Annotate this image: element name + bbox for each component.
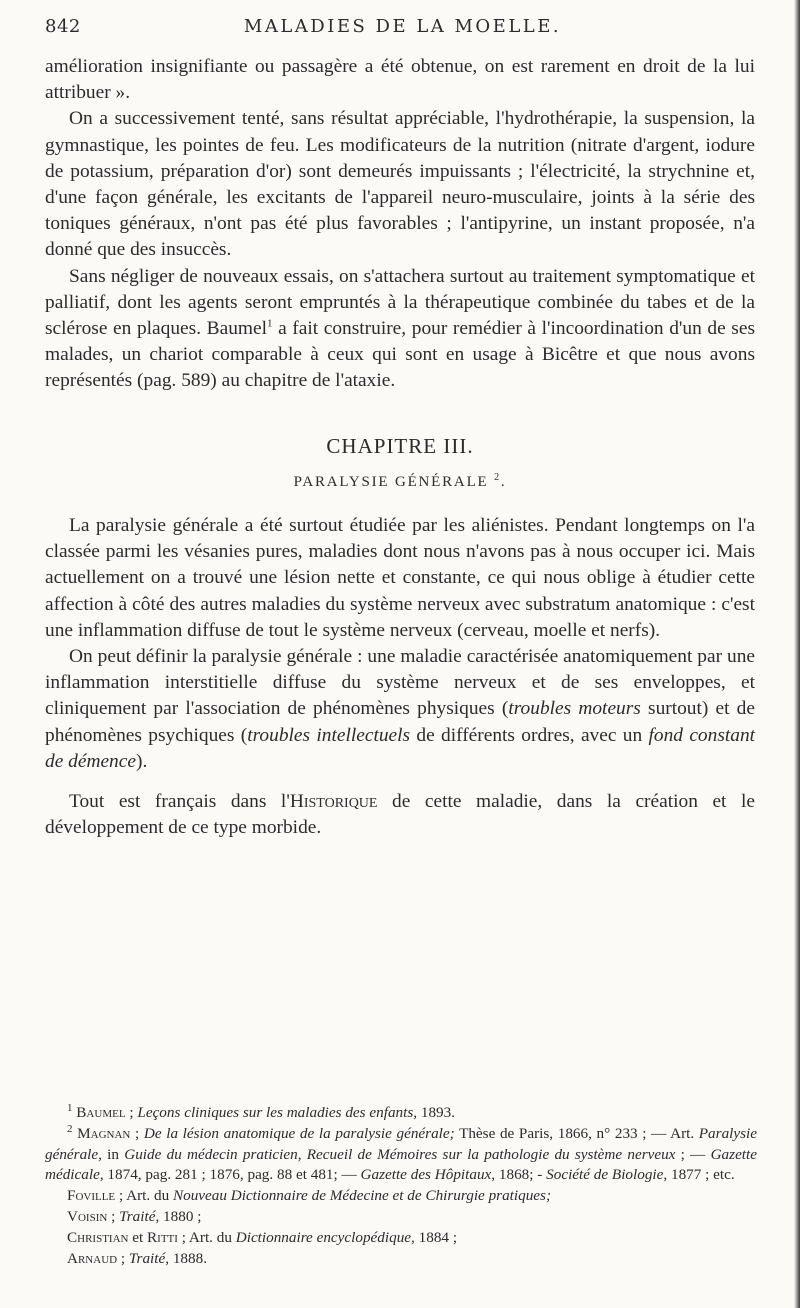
page-edge-shadow <box>794 0 800 1308</box>
footnote-2-title-5: Gazette des Hôpitaux <box>360 1166 492 1184</box>
footnote-1-author: Baumel <box>76 1104 126 1121</box>
main-text <box>45 54 755 841</box>
footnote-2-text-5: , 1868; - <box>491 1166 547 1184</box>
christian-text-1: ; Art. du <box>177 1228 236 1246</box>
definition-italic-dementia: fond constant de démence <box>45 724 756 772</box>
footnote-ref-1: 1 <box>266 317 273 330</box>
footnote-2-text-6: , 1877 ; etc. <box>663 1166 735 1184</box>
paragraph-intro: La paralysie générale a été surtout étudiée par les aliénistes. Pendant longtemps on l'a classée parmi les vésanies pures, maladies dont nous n'avons pas à nous occuper ici. Mais actuellement on a trouvé une lésion nette et constante, ce qui nous oblige à étudier cette affection à côté des autres maladies du système nerveux avec substratum anatomique : c'est une inflammation diffuse de tout le système nerveux (cerveau, moelle et nerfs). <box>45 515 755 641</box>
footnote-2-title-4: Gazette médicale <box>45 1145 757 1184</box>
chapter-heading: CHAPITRE III. <box>326 433 474 458</box>
footnote-1 <box>45 1103 757 1124</box>
running-title: MALADIES DE LA MOELLE. <box>243 16 562 37</box>
history-text-a: Tout est français dans l' <box>69 791 290 813</box>
footnote-1-sep: ; <box>125 1104 138 1121</box>
footnote-2-text-2: , in <box>98 1145 125 1163</box>
chapter-subtitle-period: . <box>500 473 507 490</box>
definition-italic-intellectual: troubles intellectuels <box>247 724 411 746</box>
arnaud-text-1: ; <box>117 1249 129 1267</box>
chapter-subtitle-text: PARALYSIE GÉNÉRALE <box>293 473 489 490</box>
page-number: 842 <box>45 16 81 37</box>
footnotes <box>45 1103 757 1269</box>
footnote-2-title-3: Guide du médecin praticien, Recueil de Mémoires sur la pathologie du système nerveux <box>124 1145 676 1163</box>
definition-text-c: de différents ordres, avec un <box>410 724 649 746</box>
voisin-text-2: , 1880 ; <box>155 1207 202 1225</box>
christian-and: et <box>128 1228 148 1246</box>
footnote-2-voisin <box>45 1207 757 1228</box>
foville-author: Foville <box>67 1187 116 1205</box>
footnote-1-end: , 1893. <box>413 1104 456 1121</box>
history-smallcaps: Historique <box>289 791 378 813</box>
footnote-2-sep: ; <box>130 1124 144 1142</box>
footnote-2-title-1: De la lésion anatomique de la paralysie générale; <box>143 1124 455 1142</box>
footnote-2-arnaud <box>45 1249 757 1270</box>
page-header <box>45 16 760 44</box>
definition-text-b: surtout) et de phénomènes psychiques ( <box>45 698 755 746</box>
arnaud-author: Arnaud <box>67 1249 118 1267</box>
footnote-1-title: Leçons cliniques sur les maladies des enfants <box>137 1104 414 1121</box>
christian-text-2: , 1884 ; <box>411 1228 458 1246</box>
footnote-2-foville <box>45 1186 757 1207</box>
christian-author: Christian <box>67 1228 129 1246</box>
footnote-2-text-4: , 1874, pag. 281 ; 1876, pag. 88 et 481; — <box>99 1166 361 1184</box>
arnaud-text-2: , 1888. <box>165 1249 207 1267</box>
paragraph-continued: amélioration insignifiante ou passagère a été obtenue, on est rarement en droit de la lui attribuer ». <box>45 56 755 104</box>
chapter-subtitle <box>45 469 755 495</box>
footnote-2-title-2: Paralysie générale <box>45 1124 757 1163</box>
spacer <box>45 775 755 789</box>
voisin-title: Traité <box>119 1207 156 1225</box>
arnaud-title: Traité <box>128 1249 166 1267</box>
paragraph-palliative-text-a: Sans négliger de nouveaux essais, on s'attachera surtout au traitement symptomatique et palliatif, dont les agents seront empruntés à la thérapeutique combinée du tabes et de la sclérose en plaques. Baumel <box>45 265 755 340</box>
history-text-b: de cette maladie, dans la création et le développement de ce type morbide. <box>45 791 755 839</box>
foville-title: Nouveau Dictionnaire de Médecine et de Chirurgie pratiques; <box>172 1187 552 1205</box>
paragraph-history <box>45 789 755 841</box>
voisin-text-1: ; <box>107 1207 120 1225</box>
footnote-1-mark: 1 <box>67 1101 73 1114</box>
voisin-author: Voisin <box>67 1207 108 1225</box>
footnote-2-mark: 2 <box>67 1122 73 1135</box>
foville-text: ; Art. du <box>115 1187 173 1205</box>
footnote-2-text-3: ; — <box>675 1145 711 1163</box>
definition-italic-motor: troubles moteurs <box>508 698 641 720</box>
christian-title: Dictionnaire encyclopédique <box>235 1228 412 1246</box>
footnote-2-title-6: Société de Biologie <box>546 1166 664 1184</box>
footnote-2-christian <box>45 1228 757 1249</box>
paragraph-palliative-text-b: a fait construire, pour remédier à l'incoordination d'un de ses malades, un chariot comparable à ceux qui sont en usage à Bicêtre et que nous avons représentés (pag. 589) au chapitre de l'ataxie. <box>45 318 755 392</box>
ritti-author: Ritti <box>147 1228 178 1246</box>
paragraph-definition <box>45 644 755 775</box>
footnote-2-text-1: Thèse de Paris, 1866, n° 233 ; — Art. <box>454 1124 699 1142</box>
footnote-ref-2: 2 <box>494 471 501 483</box>
paragraph-treatments: On a successivement tenté, sans résultat appréciable, l'hydrothérapie, la suspension, la gymnastique, les pointes de feu. Les modificateurs de la nutrition (nitrate d'argent, iodure de potassium, préparation d'or) sont demeurés impuissants ; l'électricité, la strychnine et, d'une façon générale, les excitants de l'appareil neuro-musculaire, joints à la série des toniques généraux, n'ont pas été plus favorables ; l'antipyrine, un instant proposée, n'a donné que des insuccès. <box>45 108 755 261</box>
footnote-2 <box>45 1124 757 1186</box>
definition-text-d: ). <box>135 750 148 772</box>
paragraph-palliative <box>45 264 755 395</box>
definition-text-a: On peut définir la paralysie générale : une maladie caractérisée anatomiquement par une inflammation interstitielle diffuse du système nerveux et de ses enveloppes, et cliniquement par l'association de phénomènes physiques ( <box>45 646 755 720</box>
footnote-2-author: Magnan <box>77 1124 131 1142</box>
